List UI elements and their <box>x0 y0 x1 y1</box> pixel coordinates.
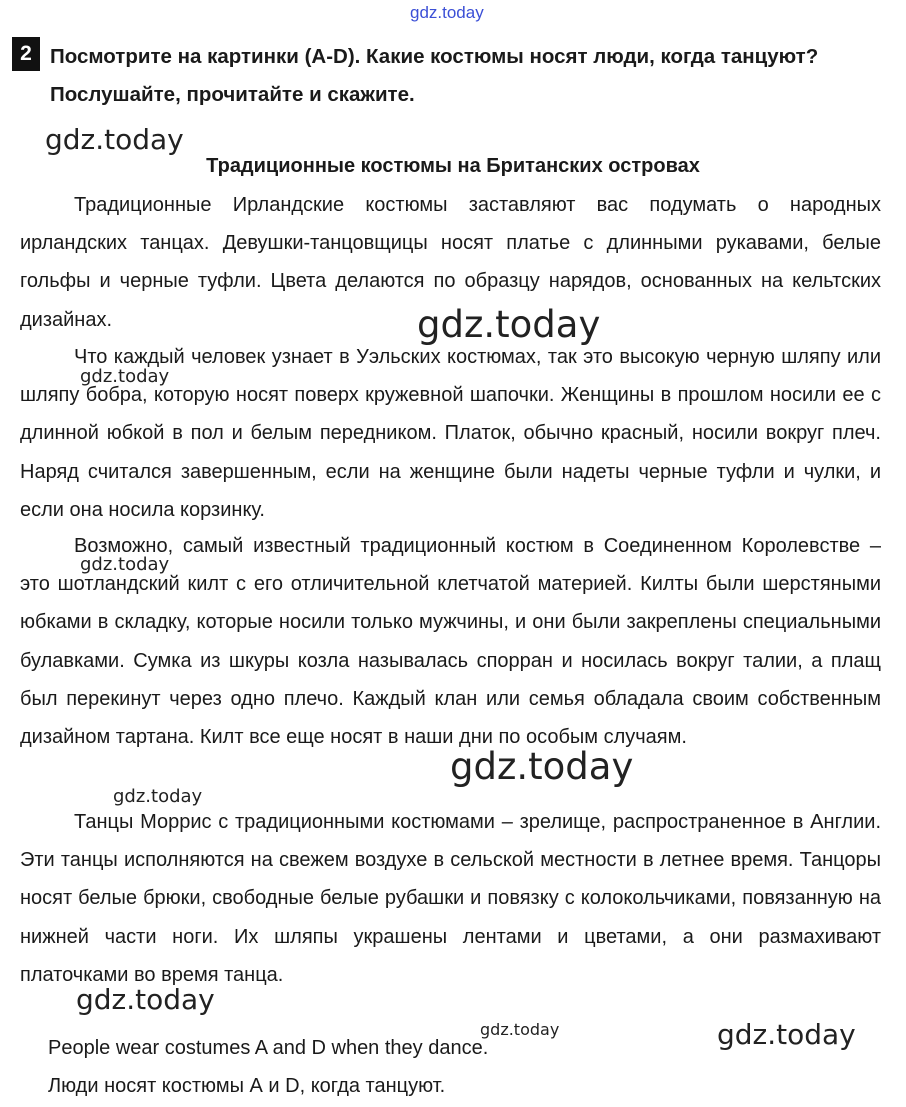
watermark: gdz.today <box>450 745 634 788</box>
paragraph-scottish: Возможно, самый известный традиционный костюм в Соединенном Королевстве – это шотландский килт с его отличительной клетчатой материей. Килты были шерстяными юбками в складку, которые носили только мужчины, и они были закреплены специальными булавками. Сумка из шкуры козла называлась спорран и носилась вокруг талии, а плащ был перекинут через одно плечо. Каждый клан или семья обладала своим собственным дизайном тартана. Килт все еще носят в наши дни по особым случаям. <box>20 535 881 749</box>
watermark: gdz.today <box>717 1018 856 1051</box>
task-number-badge: 2 <box>12 37 40 71</box>
article-title: Традиционные костюмы на Британских островах <box>206 155 700 177</box>
answer-english: People wear costumes A and D when they dance. <box>48 1037 489 1059</box>
watermark-top: gdz.today <box>410 3 484 22</box>
paragraph-irish: Традиционные Ирландские костюмы заставляют вас подумать о народных ирландских танцах. Девушки-танцовщицы носят платье с длинными рукавами, белые гольфы и черные туфли. Цвета делаются по образцу нарядов, основанных на кельтских дизайнах. <box>20 194 881 331</box>
paragraph-english: Танцы Моррис с традиционными костюмами – зрелище, распространенное в Англии. Эти танцы исполняются на свежем воздухе в сельской местности в летнее время. Танцоры носят белые брюки, свободные белые рубашки и повязку с колокольчиками, повязанную на нижней части ноги. Их шляпы украшены лентами и цветами, а они размахивают платочками во время танца. <box>20 811 881 986</box>
watermark: gdz.today <box>113 786 203 807</box>
paragraph-welsh: Что каждый человек узнает в Уэльских костюмах, так это высокую черную шляпу или шляпу бобра, которую носят поверх кружевной шапочки. Женщины в прошлом носили ее с длинной юбкой в пол и белым передником. Платок, обычно красный, носили вокруг плеч. Наряд считался завершенным, если на женщине были надеты черные туфли и чулки, и если она носила корзинку. <box>20 346 881 521</box>
watermark: gdz.today <box>80 366 170 387</box>
watermark: gdz.today <box>76 983 215 1016</box>
answer-russian: Люди носят костюмы А и D, когда танцуют. <box>48 1075 446 1097</box>
watermark: gdz.today <box>417 303 601 346</box>
watermark: gdz.today <box>480 1020 560 1039</box>
watermark: gdz.today <box>80 554 170 575</box>
task-instruction: Посмотрите на картинки (A-D). Какие костюмы носят люди, когда танцуют? Послушайте, прочитайте и скажите. <box>50 45 819 106</box>
watermark: gdz.today <box>45 123 184 156</box>
